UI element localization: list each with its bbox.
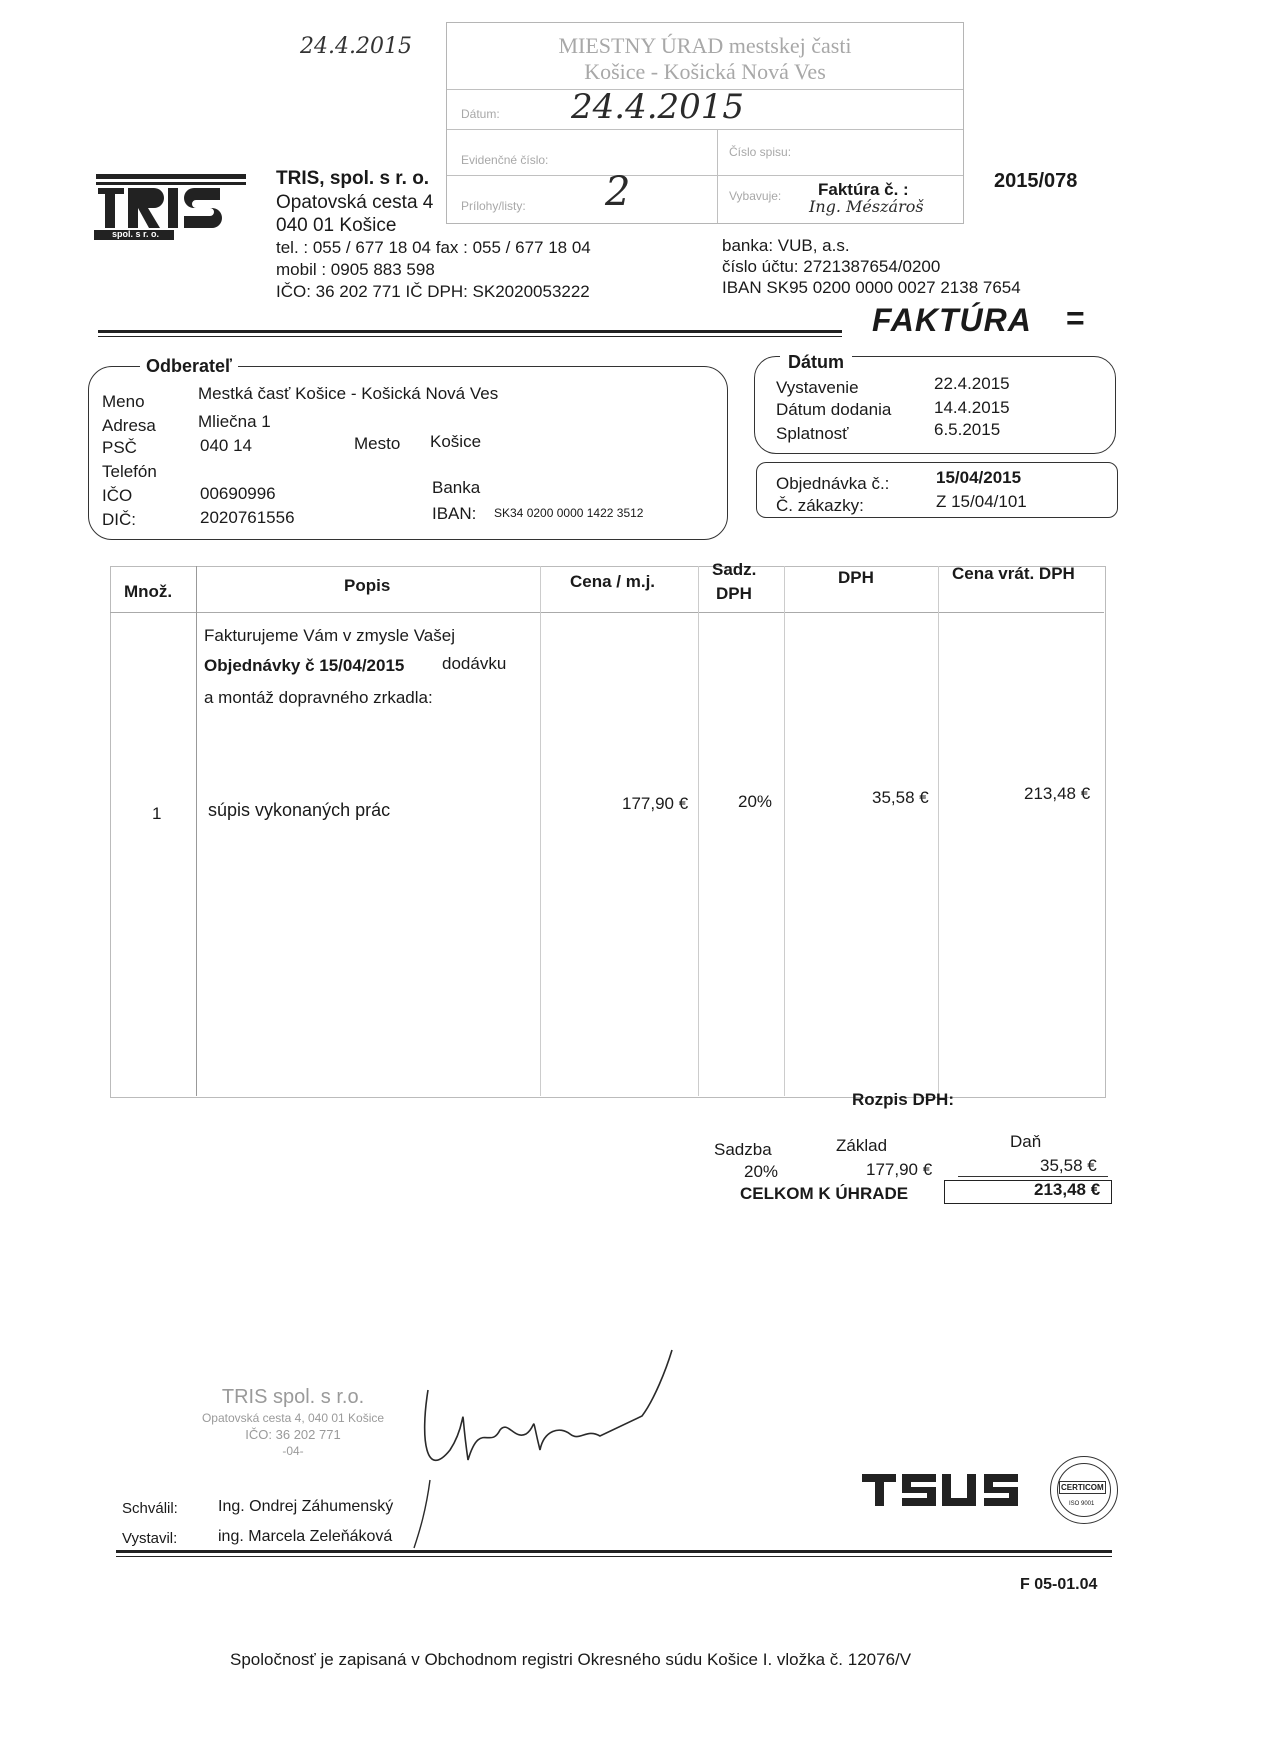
invoice-number-label: Faktúra č. : [818, 180, 909, 199]
col-rate-1: Sadz. [712, 560, 757, 579]
delivery-date: 14.4.2015 [934, 398, 1010, 417]
company-logo [94, 172, 252, 242]
job-number: Z 15/04/101 [936, 492, 1027, 511]
label-dic: DIČ: [102, 510, 136, 529]
company-name: TRIS, spol. s r. o. [276, 168, 430, 189]
intro-line-2-bold: Objednávky č 15/04/2015 [204, 656, 405, 675]
stamp-datum-value: 24.4.2015 [571, 87, 745, 127]
bank-iban: IBAN SK95 0200 0000 0027 2138 7654 [722, 278, 1021, 297]
vat-summary-heading: Rozpis DPH: [852, 1090, 954, 1109]
logo-subtitle: spol. s r. o. [112, 229, 160, 239]
row-desc: súpis vykonaných prác [208, 800, 391, 820]
company-city: 040 01 Košice [276, 215, 397, 236]
stamp-evidence-label: Evidenčné číslo: [461, 153, 549, 167]
customer-ico: 00690996 [200, 484, 276, 503]
intro-line-3: a montáž dopravného zrkadla: [204, 688, 433, 707]
total-due-amount: 213,48 € [1034, 1180, 1101, 1199]
row-total: 213,48 € [1024, 784, 1091, 803]
company-phone: tel. : 055 / 677 18 04 fax : 055 / 677 18 04 [276, 238, 591, 257]
label-telefon: Telefón [102, 462, 157, 481]
stamp-title-2: Košice - Košická Nová Ves [584, 59, 826, 84]
label-issued-by: Vystavil: [122, 1530, 178, 1547]
label-delivery: Dátum dodania [776, 400, 892, 419]
dates-heading: Dátum [780, 352, 852, 373]
customer-zip: 040 14 [200, 436, 252, 455]
label-base: Základ [836, 1136, 888, 1155]
stamp-file-label: Číslo spisu: [729, 145, 792, 159]
customer-dic: 2020761556 [200, 508, 295, 527]
bottom-rule [116, 1550, 1112, 1553]
summary-rate: 20% [744, 1162, 779, 1181]
handwritten-date: 24.4.2015 [300, 34, 412, 59]
company-stamp-line-2: Opatovská cesta 4, 040 01 Košice [201, 1411, 385, 1425]
stamp-attachments-value: 2 [605, 169, 631, 215]
issued-date: 22.4.2015 [934, 374, 1010, 393]
label-rate: Sadzba [714, 1140, 772, 1159]
company-stamp-line-1: TRIS spol. s r.o. [221, 1386, 365, 1408]
intro-line-1: Fakturujeme Vám v zmysle Vašej [204, 626, 455, 645]
row-qty: 1 [152, 804, 162, 823]
stamp-attachments-label: Prílohy/listy: [461, 199, 526, 213]
label-psc: PSČ [102, 438, 137, 457]
customer-city: Košice [430, 432, 482, 451]
document-title: FAKTÚRA [872, 302, 1032, 338]
label-adresa: Adresa [102, 416, 156, 435]
label-meno: Meno [102, 392, 145, 411]
tsus-logo [862, 1470, 1024, 1510]
customer-heading: Odberateľ [140, 356, 238, 377]
col-total: Cena vrát. DPH [952, 564, 1075, 583]
due-date: 6.5.2015 [934, 420, 1001, 439]
label-job: Č. zákazky: [776, 496, 864, 515]
intro-line-2-rest: dodávku [442, 654, 507, 673]
label-due: Splatnosť [776, 424, 849, 443]
col-desc: Popis [344, 576, 391, 595]
customer-address: Mliečna 1 [198, 412, 271, 431]
invoice-number: 2015/078 [994, 170, 1078, 192]
stamp-title-1: MIESTNY ÚRAD mestskej časti [558, 33, 852, 58]
certicom-iso: ISO 9001 [1069, 1501, 1095, 1507]
issued-by: ing. Marcela Zeleňáková [218, 1528, 393, 1545]
approved-by: Ing. Ondrej Záhumenský [218, 1498, 394, 1515]
customer-name: Mestká časť Košice - Košická Nová Ves [198, 384, 499, 403]
bank-name: banka: VUB, a.s. [722, 236, 850, 255]
summary-tax: 35,58 € [1040, 1156, 1097, 1175]
label-issued: Vystavenie [776, 378, 859, 397]
stamp-datum-label: Dátum: [461, 107, 500, 121]
col-vat: DPH [838, 568, 874, 587]
row-vat: 35,58 € [872, 788, 929, 807]
label-mesto: Mesto [354, 434, 401, 453]
certicom-label: CERTICOM [1061, 1483, 1104, 1492]
summary-base: 177,90 € [866, 1160, 933, 1179]
form-code: F 05-01.04 [1020, 1576, 1098, 1593]
company-street: Opatovská cesta 4 [276, 192, 434, 213]
col-qty: Množ. [124, 582, 173, 601]
stamp-handler-label: Vybavuje: [729, 189, 782, 203]
header-rule [98, 330, 842, 333]
footer-registry: Spoločnosť je zapisaná v Obchodnom registri Okresného súdu Košice I. vložka č. 12076/V [230, 1650, 912, 1669]
tsus-label [864, 1512, 867, 1513]
total-due-label: CELKOM K ÚHRADE [740, 1184, 909, 1203]
row-rate: 20% [738, 792, 773, 811]
company-stamp [178, 1386, 408, 1458]
label-ico: IČO [102, 486, 133, 505]
label-tax: Daň [1010, 1132, 1042, 1151]
order-number: 15/04/2015 [936, 468, 1022, 487]
bank-account: číslo účtu: 2721387654/0200 [722, 257, 941, 276]
label-banka: Banka [432, 478, 481, 497]
label-iban: IBAN: [432, 504, 477, 523]
company-stamp-line-3: IČO: 36 202 771 [245, 1427, 341, 1442]
company-stamp-line-4: -04- [282, 1444, 304, 1458]
certicom-seal [1050, 1456, 1118, 1524]
customer-iban: SK34 0200 0000 1422 3512 [494, 506, 644, 520]
stamp-handler-value: Ing. Mészároš [809, 197, 924, 216]
company-ids: IČO: 36 202 771 IČ DPH: SK2020053222 [276, 282, 590, 301]
col-price: Cena / m.j. [570, 572, 656, 591]
row-price: 177,90 € [622, 794, 689, 813]
table-header-divider [110, 612, 1104, 613]
label-order: Objednávka č.: [776, 474, 890, 493]
title-mark: = [1066, 300, 1085, 336]
company-mobile: mobil : 0905 883 598 [276, 260, 435, 279]
label-approved: Schválil: [122, 1500, 178, 1517]
col-rate-2: DPH [716, 584, 752, 603]
signature-scribble [410, 1330, 680, 1550]
